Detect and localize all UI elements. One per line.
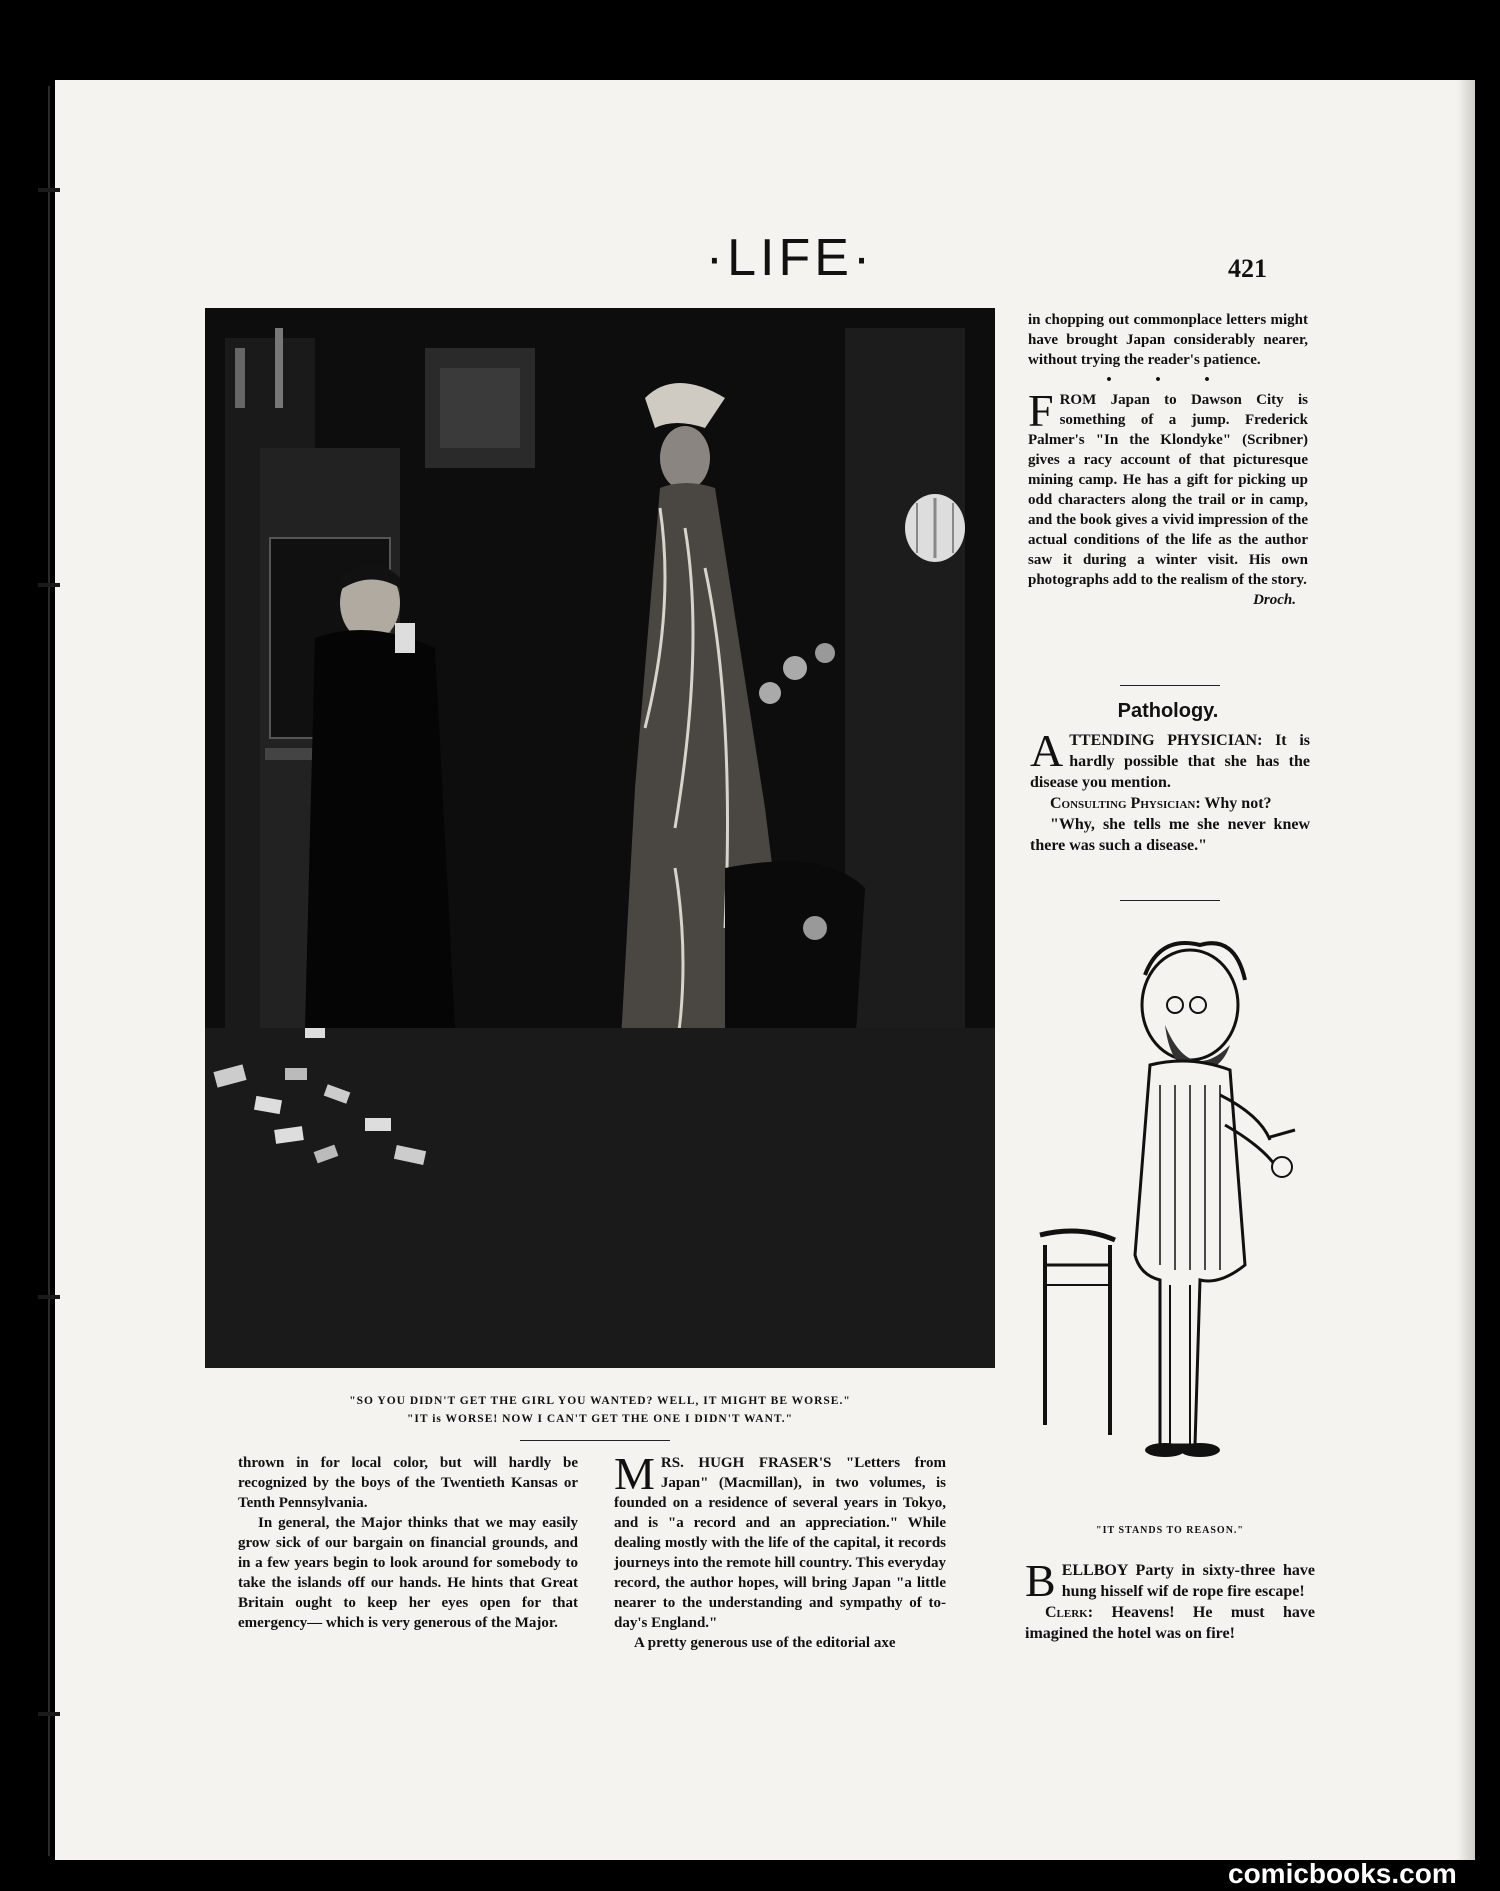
paragraph xyxy=(1025,1555,1315,1606)
middle-column xyxy=(614,1448,946,1653)
paragraph: A pretty generous use of the editorial axe xyxy=(634,1635,896,1651)
right-column-review xyxy=(1028,310,1308,610)
binding-stitch xyxy=(38,583,60,587)
paragraph xyxy=(1030,793,1310,814)
paragraph-text: RS. HUGH FRASER'S "Letters from Japan" (Macmillan), in two volumes, is founded on a residence of several years in Tokyo, and is "a record and an appreciation." While dealing mostly with the life of the capital, it records journeys into the remote hill country. This everyday record, the author hopes, will bring Japan "a little nearer to the understanding and sympathy of to-day's England." xyxy=(614,1455,946,1631)
paragraph: "Why, she tells me she never knew there was such a disease." xyxy=(1030,816,1310,854)
speaker-label: Clerk: xyxy=(1045,1604,1094,1621)
binding-line xyxy=(48,86,50,1856)
drop-cap: B xyxy=(1025,1555,1056,1606)
paragraph-text: Heavens! He must have imagined the hotel was on fire! xyxy=(1025,1604,1315,1642)
bellboy-joke xyxy=(1025,1555,1315,1644)
paragraph-text: Why not? xyxy=(1200,795,1272,812)
binding-stitch xyxy=(38,1295,60,1299)
section-title: Pathology. xyxy=(1117,700,1219,722)
caption-divider xyxy=(520,1440,670,1441)
paragraph xyxy=(1028,385,1308,590)
section-divider xyxy=(1120,900,1220,901)
paragraph-text: ELLBOY Party in sixty-three have hung hisself wif de rope fire escape! xyxy=(1061,1562,1315,1600)
section-divider xyxy=(1120,685,1220,686)
pathology-joke xyxy=(1030,725,1310,856)
page-number: 421 xyxy=(1228,254,1267,283)
page-edge-shadow xyxy=(1457,80,1475,1860)
speaker-label: Consulting Physician: xyxy=(1050,795,1201,812)
masthead: ·LIFE· xyxy=(705,229,875,287)
paragraph xyxy=(1025,1602,1315,1644)
paragraph: In general, the Major thinks that we may easily grow sick of our bargain on financial grounds, and in a few years begin to look around for somebody to take the islands off our hands. He hints that Great Britain ought to keep her eyes open for that emergency— which is very generous of the Major. xyxy=(238,1515,578,1631)
paragraph-text: ROM Japan to Dawson City is something of a jump. Frederick Palmer's "In the Klondyke" (Scribner) gives a racy account of that picturesque mining camp. He has a gift for picking up odd characters along the trail or in camp, and the book gives a vivid impression of the actual conditions of the life as the author saw it during a winter visit. His own photographs add to the realism of the story. xyxy=(1028,392,1308,588)
drop-cap: M xyxy=(614,1448,655,1499)
paragraph xyxy=(1030,725,1310,793)
drop-cap: F xyxy=(1028,385,1054,436)
binding-stitch xyxy=(38,1712,60,1716)
paragraph-text: TTENDING PHYSICIAN: It is hardly possible that she has the disease you mention. xyxy=(1030,732,1310,791)
watermark: comicbooks.com xyxy=(1228,1858,1457,1889)
physician-cartoon xyxy=(1020,925,1315,1515)
left-column xyxy=(238,1453,578,1633)
binding-stitch xyxy=(38,188,60,192)
author-signature: Droch. xyxy=(1253,592,1296,608)
paragraph xyxy=(614,1448,946,1633)
paragraph: in chopping out commonplace letters might have brought Japan considerably nearer, without trying the reader's patience. xyxy=(1028,312,1308,368)
drop-cap: A xyxy=(1030,725,1064,776)
paragraph: thrown in for local color, but will hardly be recognized by the boys of the Twentieth Kansas or Tenth Pennsylvania. xyxy=(238,1455,578,1511)
main-illustration xyxy=(205,308,995,1368)
section-dots: • • • xyxy=(1106,372,1230,388)
caption-line: "SO YOU DIDN'T GET THE GIRL YOU WANTED? WELL, IT MIGHT BE WORSE." xyxy=(349,1395,851,1407)
cartoon-caption: "IT STANDS TO REASON." xyxy=(1096,1525,1244,1536)
caption-line: "IT is WORSE! NOW I CAN'T GET THE ONE I DIDN'T WANT." xyxy=(407,1413,793,1425)
illustration-caption xyxy=(205,1392,995,1428)
